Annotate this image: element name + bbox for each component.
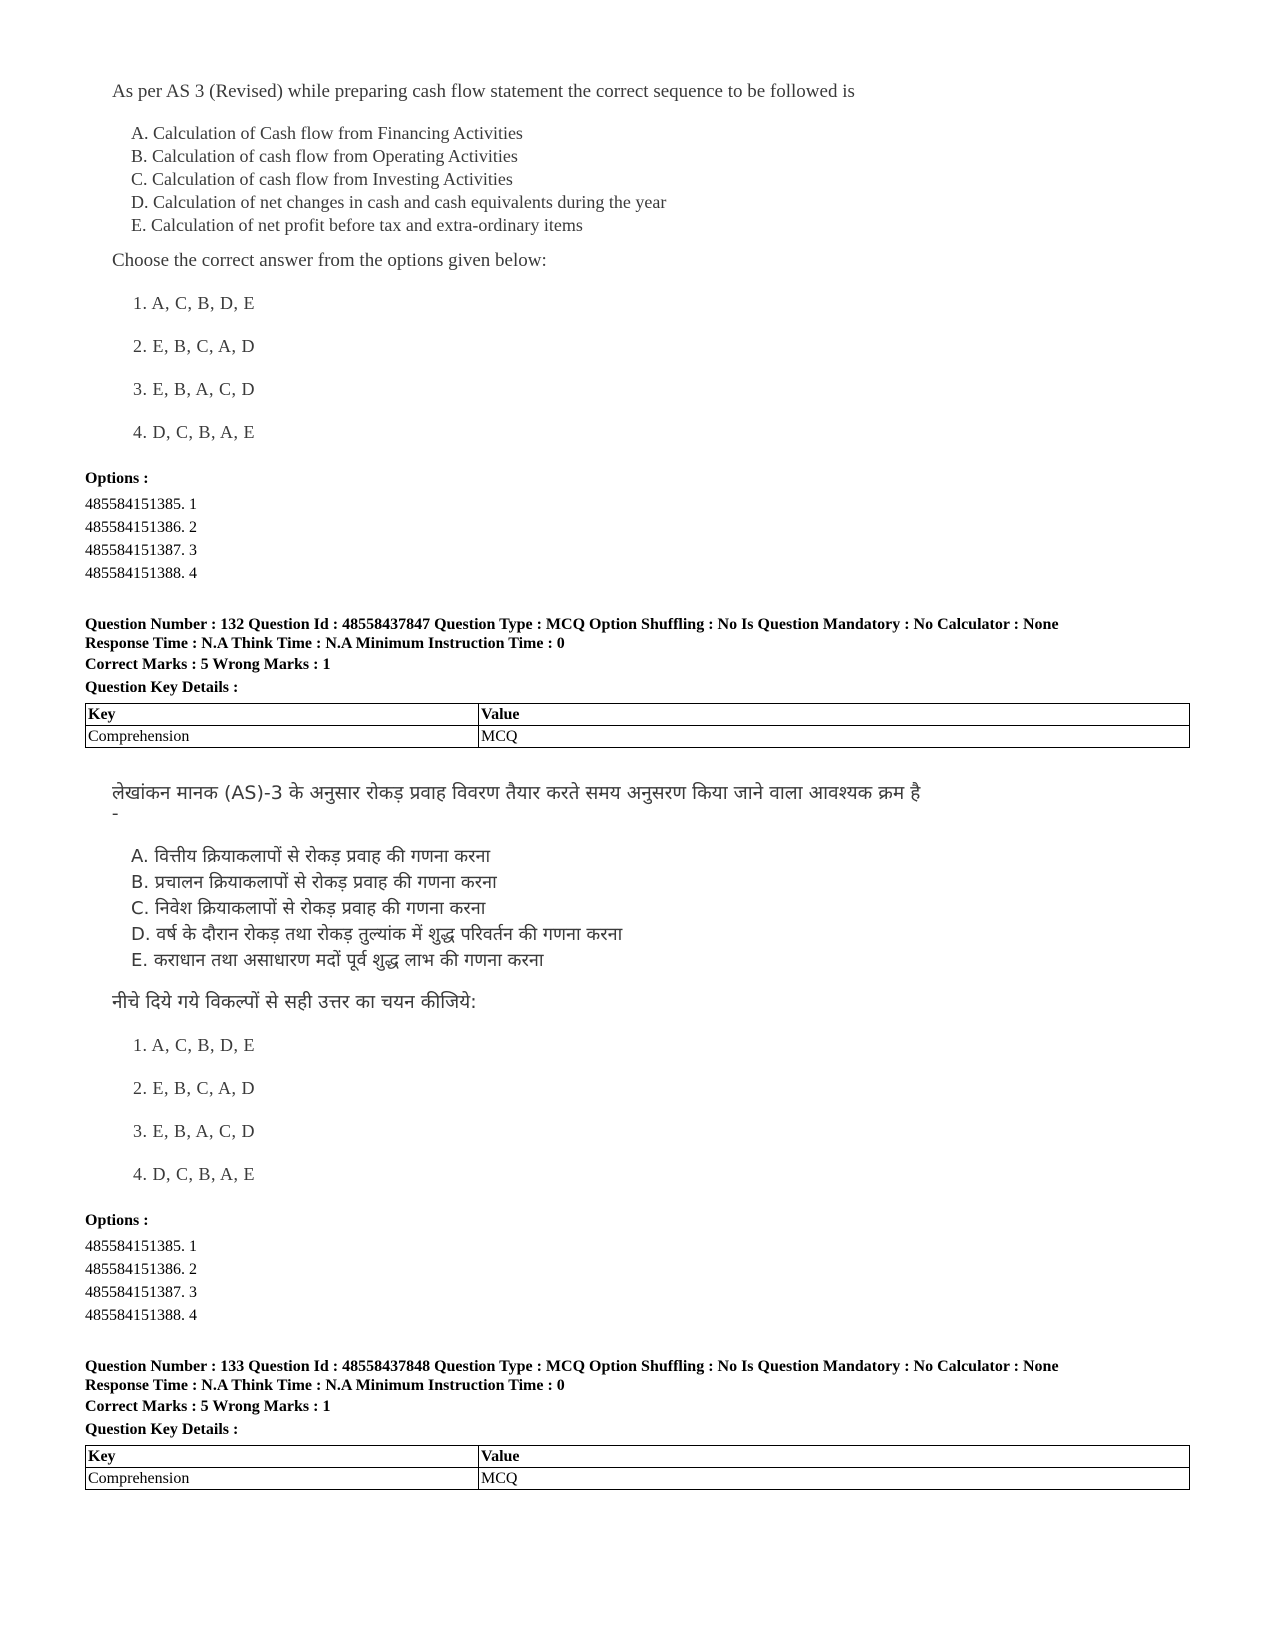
choose-instruction: Choose the correct answer from the options given below: <box>112 250 547 271</box>
answer-option-1: 1. A, C, B, D, E <box>133 1035 256 1055</box>
option-id-2: 485584151386. 2 <box>85 1261 197 1278</box>
header-value: Value <box>479 1446 1190 1468</box>
statement-d: D. वर्ष के दौरान रोकड़ तथा रोकड़ तुल्यांक में शुद्ध परिवर्तन की गणना करना <box>131 924 623 945</box>
key-details-table <box>85 1445 1190 1490</box>
table-row <box>86 726 1190 748</box>
option-id-1: 485584151385. 1 <box>85 1238 197 1255</box>
options-label: Options : <box>85 470 149 487</box>
table-header-row <box>86 1446 1190 1468</box>
options-label: Options : <box>85 1212 149 1229</box>
question-stem: लेखांकन मानक (AS)-3 के अनुसार रोकड़ प्रवाह विवरण तैयार करते समय अनुसरण किया जाने वाला आवश्यक क्रम है <box>112 782 921 804</box>
statement-d: D. Calculation of net changes in cash and cash equivalents during the year <box>131 192 667 212</box>
statement-a: A. वित्तीय क्रियाकलापों से रोकड़ प्रवाह की गणना करना <box>131 846 491 867</box>
answer-option-4: 4. D, C, B, A, E <box>133 1164 256 1184</box>
table-row <box>86 1468 1190 1490</box>
answer-option-4: 4. D, C, B, A, E <box>133 422 256 442</box>
option-id-3: 485584151387. 3 <box>85 1284 197 1301</box>
statement-list <box>131 844 622 974</box>
marks-line: Correct Marks : 5 Wrong Marks : 1 <box>85 1398 331 1415</box>
key-details-label: Question Key Details : <box>85 1421 239 1438</box>
answer-option-2: 2. E, B, C, A, D <box>133 1078 256 1098</box>
answer-option-3: 3. E, B, A, C, D <box>133 379 256 399</box>
answer-option-3: 3. E, B, A, C, D <box>133 1121 256 1141</box>
option-id-list <box>85 493 197 585</box>
statement-c: C. निवेश क्रियाकलापों से रोकड़ प्रवाह की गणना करना <box>131 898 486 919</box>
option-id-3: 485584151387. 3 <box>85 542 197 559</box>
key-details-table <box>85 703 1190 748</box>
statement-a: A. Calculation of Cash flow from Financing Activities <box>131 123 523 143</box>
answer-option-2: 2. E, B, C, A, D <box>133 336 256 356</box>
option-id-4: 485584151388. 4 <box>85 1307 197 1324</box>
marks-line: Correct Marks : 5 Wrong Marks : 1 <box>85 656 331 673</box>
statement-b: B. प्रचालन क्रियाकलापों से रोकड़ प्रवाह की गणना करना <box>131 872 497 893</box>
option-id-2: 485584151386. 2 <box>85 519 197 536</box>
table-header-row <box>86 704 1190 726</box>
header-key: Key <box>86 704 479 726</box>
choose-instruction: नीचे दिये गये विकल्पों से सही उत्तर का चयन कीजिये: <box>112 991 477 1013</box>
question-133-meta <box>85 1357 1205 1395</box>
header-value: Value <box>479 704 1190 726</box>
statement-list <box>131 122 666 237</box>
option-id-4: 485584151388. 4 <box>85 565 197 582</box>
answer-option-1: 1. A, C, B, D, E <box>133 293 256 313</box>
question-meta-line-1: Question Number : 132 Question Id : 48558437847 Question Type : MCQ Option Shuffling : No Is Question Mandatory : No Calculator : None <box>85 616 1059 633</box>
cell-key: Comprehension <box>86 1468 479 1490</box>
cell-value: MCQ <box>479 1468 1190 1490</box>
question-meta-line-1: Question Number : 133 Question Id : 48558437848 Question Type : MCQ Option Shuffling : No Is Question Mandatory : No Calculator : None <box>85 1358 1059 1375</box>
question-meta-line-2: Response Time : N.A Think Time : N.A Minimum Instruction Time : 0 <box>85 635 565 652</box>
statement-e: E. Calculation of net profit before tax and extra-ordinary items <box>131 215 583 235</box>
question-stem-tail: - <box>112 803 119 824</box>
option-id-list <box>85 1235 197 1327</box>
cell-value: MCQ <box>479 726 1190 748</box>
header-key: Key <box>86 1446 479 1468</box>
option-id-1: 485584151385. 1 <box>85 496 197 513</box>
key-details-label: Question Key Details : <box>85 679 239 696</box>
statement-e: E. कराधान तथा असाधारण मदों पूर्व शुद्ध लाभ की गणना करना <box>131 950 544 971</box>
question-132-meta <box>85 615 1205 653</box>
statement-c: C. Calculation of cash flow from Investing Activities <box>131 169 513 189</box>
question-meta-line-2: Response Time : N.A Think Time : N.A Minimum Instruction Time : 0 <box>85 1377 565 1394</box>
statement-b: B. Calculation of cash flow from Operating Activities <box>131 146 518 166</box>
question-stem: As per AS 3 (Revised) while preparing cash flow statement the correct sequence to be followed is <box>112 81 855 102</box>
cell-key: Comprehension <box>86 726 479 748</box>
